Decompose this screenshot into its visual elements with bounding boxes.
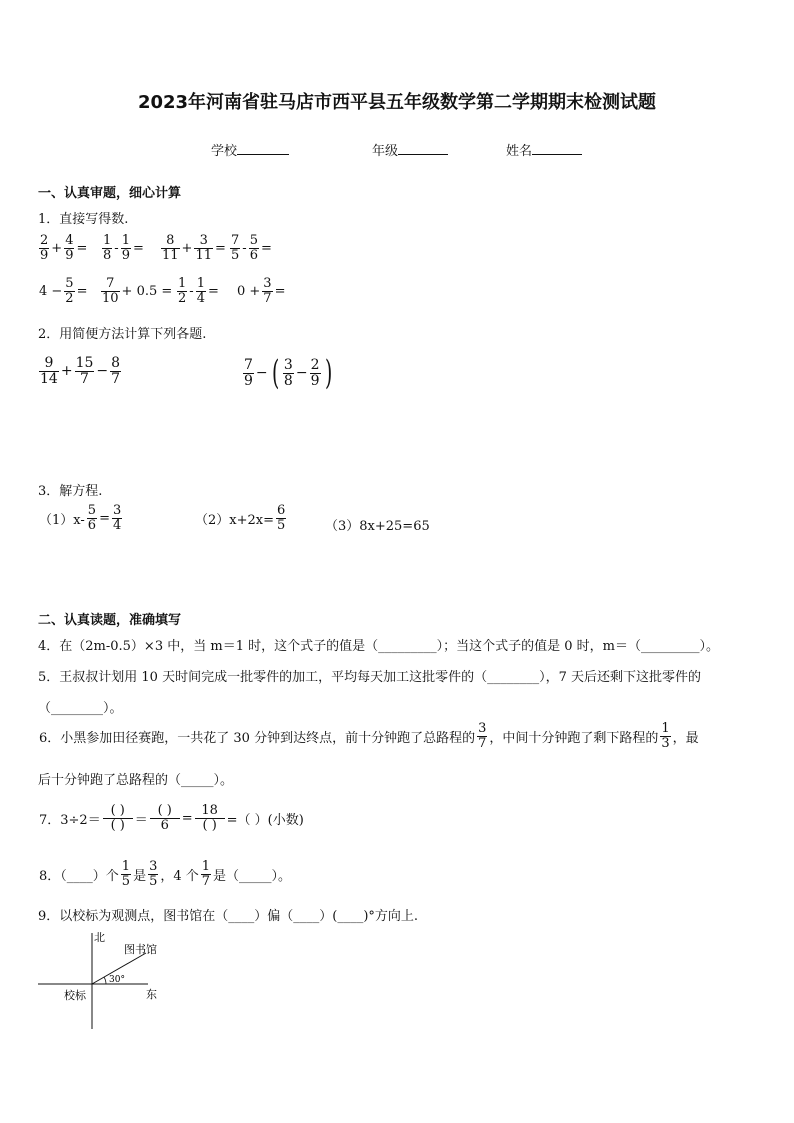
q3-eq-2: （2）x+2x= $\frac{6}{5}$ xyxy=(195,503,286,533)
q1-expr-4: $\frac{7}{5}$ - $\frac{5}{6}$ = xyxy=(231,233,272,263)
grade-blank[interactable] xyxy=(398,141,448,155)
q2-expr-1: $\frac{9}{14}$ + $\frac{15}{7}$ − $\frac{8}{7}$ xyxy=(40,355,121,387)
school-blank[interactable] xyxy=(237,141,289,155)
q6-text-line2: 后十分钟跑了总路程的（_____）。 xyxy=(38,773,234,788)
q8-expr: 8．（____）个 $\frac{1}{5}$ 是 $\frac{3}{5}$ ，4 个 $\frac{1}{7}$ 是（_____）。 xyxy=(39,859,292,889)
north-label: 北 xyxy=(94,931,105,944)
q1-expr-6: $\frac{7}{10}$ + 0.5 = xyxy=(102,276,173,306)
q1-expr-5: 4 − $\frac{5}{2}$ = xyxy=(39,276,88,306)
q2-label: 2．用简便方法计算下列各题. xyxy=(38,327,207,342)
angle-label: 30° xyxy=(109,975,125,985)
q5-text-line1: 5．王叔叔计划用 10 天时间完成一批零件的加工，平均每天加工这批零件的（________），7 天后还剩下这批零件的 xyxy=(38,670,701,685)
name-label: 姓名 xyxy=(506,144,533,159)
q3-eq-3: （3）8x+25=65 xyxy=(325,519,430,534)
section2-heading: 二、认真读题，准确填写 xyxy=(38,613,182,628)
q1-label: 1．直接写得数. xyxy=(38,212,129,227)
east-label: 东 xyxy=(146,988,157,1001)
q9-text: 9．以校标为观测点，图书馆在（____）偏（____）(____)°方向上. xyxy=(38,909,419,924)
q1-expr-3: $\frac{8}{11}$ + $\frac{3}{11}$ = xyxy=(162,233,226,263)
angle-arc xyxy=(104,977,106,984)
direction-diagram xyxy=(30,925,180,1035)
grade-label: 年级 xyxy=(372,144,399,159)
name-blank[interactable] xyxy=(532,141,582,155)
name-field[interactable] xyxy=(506,140,582,159)
q1-expr-1: $\frac{2}{9}$ + $\frac{4}{9}$ = xyxy=(40,233,88,263)
q1-expr-7: $\frac{1}{2}$ - $\frac{1}{4}$ = xyxy=(178,276,219,306)
page-title: 2023年河南省驻马店市西平县五年级数学第二学期期末检测试题 xyxy=(137,92,657,113)
q1-expr-2: $\frac{1}{8}$ - $\frac{1}{9}$ = xyxy=(103,233,144,263)
origin-label: 校标 xyxy=(64,989,86,1002)
school-label: 学校 xyxy=(211,144,238,159)
q1-expr-8: 0 + $\frac{3}{7}$ = xyxy=(237,276,286,306)
q5-text-line2: （________）。 xyxy=(38,701,123,716)
q4-text: 4．在（2m-0.5）×3 中，当 m＝1 时，这个式子的值是（_________）；当这个式子的值是 0 时，m＝（_________）。 xyxy=(38,639,719,654)
section1-heading: 一、认真审题，细心计算 xyxy=(38,186,182,201)
q6-text-line1: 6．小黑参加田径赛跑，一共花了 30 分钟到达终点，前十分钟跑了总路程的 $\frac{3}{7}$ ，中间十分钟跑了剩下路程的 $\frac{1}{3}$ ，最 xyxy=(39,721,699,751)
school-field[interactable] xyxy=(211,140,289,159)
grade-field[interactable] xyxy=(372,140,448,159)
q3-label: 3．解方程. xyxy=(38,484,103,499)
library-label: 图书馆 xyxy=(124,943,157,956)
q7-expr: 7．3÷2＝ $\frac{( )}{( )}$ ＝ $\frac{( )}{6}$ = $\frac{18}{( )}$ =（ ）(小数) xyxy=(39,803,304,833)
q3-eq-1: （1）x- $\frac{5}{6}$ = $\frac{3}{4}$ xyxy=(39,503,122,533)
q2-expr-2: $\frac{7}{9}$ − ( $\frac{3}{8}$ − $\frac{2}{9}$ ) xyxy=(244,353,332,393)
